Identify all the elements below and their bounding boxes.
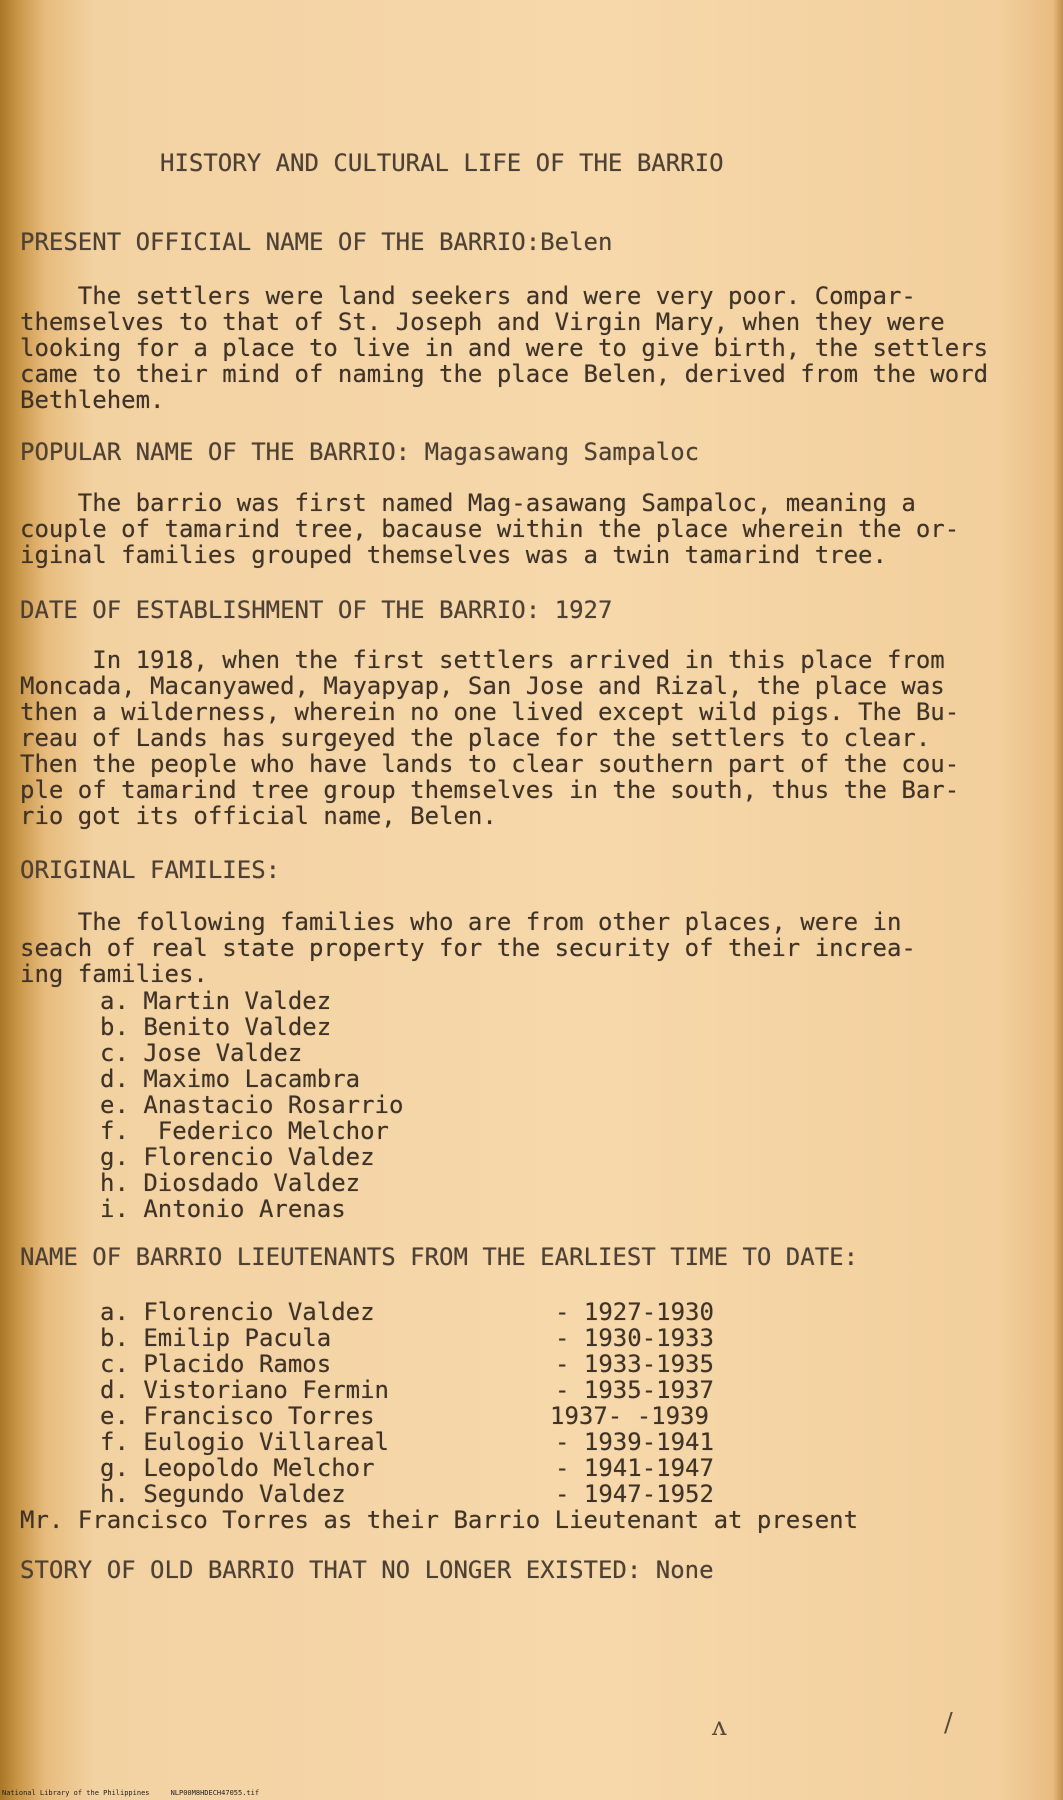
paragraph-line: couple of tamarind tree, bacause within the place wherein the or-: [20, 515, 960, 543]
lieutenant-name: h. Segundo Valdez: [100, 1480, 346, 1508]
family-item: a. Martin Valdez: [100, 987, 332, 1015]
establishment-heading: [20, 597, 612, 623]
paragraph-line: In 1918, when the first settlers arrived in this place from: [20, 646, 945, 674]
old-barrio-label: STORY OF OLD BARRIO THAT NO LONGER EXISTED:: [20, 1556, 642, 1584]
family-item: i. Antonio Arenas: [100, 1195, 346, 1223]
lieutenant-years: - 1935-1937: [555, 1376, 714, 1404]
lieutenant-years: - 1927-1930: [555, 1298, 714, 1326]
families-heading: ORIGINAL FAMILIES:: [20, 856, 281, 884]
paragraph-line: came to their mind of naming the place Belen, derived from the word: [20, 360, 989, 388]
paragraph-line: The settlers were land seekers and were very poor. Compar-: [20, 282, 916, 310]
official-name-value: Belen: [540, 228, 613, 256]
lieutenant-years: - 1947-1952: [555, 1480, 714, 1508]
family-item: f. Federico Melchor: [100, 1117, 389, 1145]
lieutenant-years: - 1930-1933: [555, 1324, 714, 1352]
family-item: e. Anastacio Rosarrio: [100, 1091, 404, 1119]
paragraph-line: looking for a place to live in and were to give birth, the settlers: [20, 334, 989, 362]
lieutenant-row: [100, 1324, 714, 1352]
lieutenant-name: d. Vistoriano Fermin: [100, 1376, 389, 1404]
archive-footer: National Library of the Philippines NLP00M8HDECH47055.tif: [2, 1789, 260, 1797]
paragraph-line: The following families who are from other places, were in: [20, 908, 902, 936]
lieutenant-row: [100, 1402, 709, 1430]
lieutenant-row: [100, 1350, 714, 1378]
lieutenant-row: [100, 1298, 714, 1326]
paragraph-line: Bethlehem.: [20, 386, 165, 414]
lieutenant-row: [100, 1480, 714, 1508]
lieutenant-row: [100, 1428, 714, 1456]
family-item: b. Benito Valdez: [100, 1013, 332, 1041]
paragraph-line: rio got its official name, Belen.: [20, 802, 497, 830]
paragraph-line: ing families.: [20, 960, 208, 988]
current-lieutenant-note: Mr. Francisco Torres as their Barrio Lieutenant at present: [20, 1506, 859, 1534]
lieutenant-years: - 1941-1947: [555, 1454, 714, 1482]
document-title: HISTORY AND CULTURAL LIFE OF THE BARRIO: [160, 149, 724, 177]
popular-name-value: Magasawang Sampaloc: [424, 438, 700, 466]
establishment-value: 1927: [554, 596, 613, 624]
paragraph-line: then a wilderness, wherein no one lived except wild pigs. The Bu-: [20, 698, 960, 726]
family-item: c. Jose Valdez: [100, 1039, 303, 1067]
pencil-mark: ʌ: [712, 1712, 727, 1742]
lieutenant-name: a. Florencio Valdez: [100, 1298, 375, 1326]
lieutenant-name: e. Francisco Torres: [100, 1402, 375, 1430]
establishment-label: DATE OF ESTABLISHMENT OF THE BARRIO:: [20, 596, 541, 624]
official-name-label: PRESENT OFFICIAL NAME OF THE BARRIO:: [20, 228, 541, 256]
paragraph-line: Then the people who have lands to clear southern part of the cou-: [20, 750, 960, 778]
lieutenant-name: b. Emilip Pacula: [100, 1324, 332, 1352]
family-item: d. Maximo Lacambra: [100, 1065, 361, 1093]
paragraph-line: themselves to that of St. Joseph and Virgin Mary, when they were: [20, 308, 945, 336]
official-name-heading: [20, 229, 612, 255]
lieutenant-name: c. Placido Ramos: [100, 1350, 332, 1378]
paragraph-line: iginal families grouped themselves was a twin tamarind tree.: [20, 541, 887, 569]
lieutenant-years: - 1939-1941: [555, 1428, 714, 1456]
paragraph-line: ple of tamarind tree group themselves in the south, thus the Bar-: [20, 776, 960, 804]
family-item: g. Florencio Valdez: [100, 1143, 375, 1171]
paragraph-line: seach of real state property for the security of their increa-: [20, 934, 916, 962]
paragraph-line: The barrio was first named Mag-asawang Sampaloc, meaning a: [20, 489, 916, 517]
lieutenant-years: 1937- -1939: [550, 1402, 709, 1430]
old-barrio-heading: [20, 1557, 714, 1583]
lieutenant-row: [100, 1454, 714, 1482]
paragraph-line: Moncada, Macanyawed, Mayapyap, San Jose and Rizal, the place was: [20, 672, 945, 700]
lieutenants-heading: NAME OF BARRIO LIEUTENANTS FROM THE EARLIEST TIME TO DATE:: [20, 1243, 859, 1271]
pencil-mark: /: [944, 1708, 953, 1738]
lieutenant-name: g. Leopoldo Melchor: [100, 1454, 375, 1482]
old-barrio-value: None: [655, 1556, 714, 1584]
lieutenant-row: [100, 1376, 714, 1404]
lieutenant-years: - 1933-1935: [555, 1350, 714, 1378]
popular-name-heading: [20, 439, 699, 465]
lieutenant-name: f. Eulogio Villareal: [100, 1428, 389, 1456]
family-item: h. Diosdado Valdez: [100, 1169, 361, 1197]
popular-name-label: POPULAR NAME OF THE BARRIO:: [20, 438, 411, 466]
paragraph-line: reau of Lands has surgeyed the place for the settlers to clear.: [20, 724, 931, 752]
